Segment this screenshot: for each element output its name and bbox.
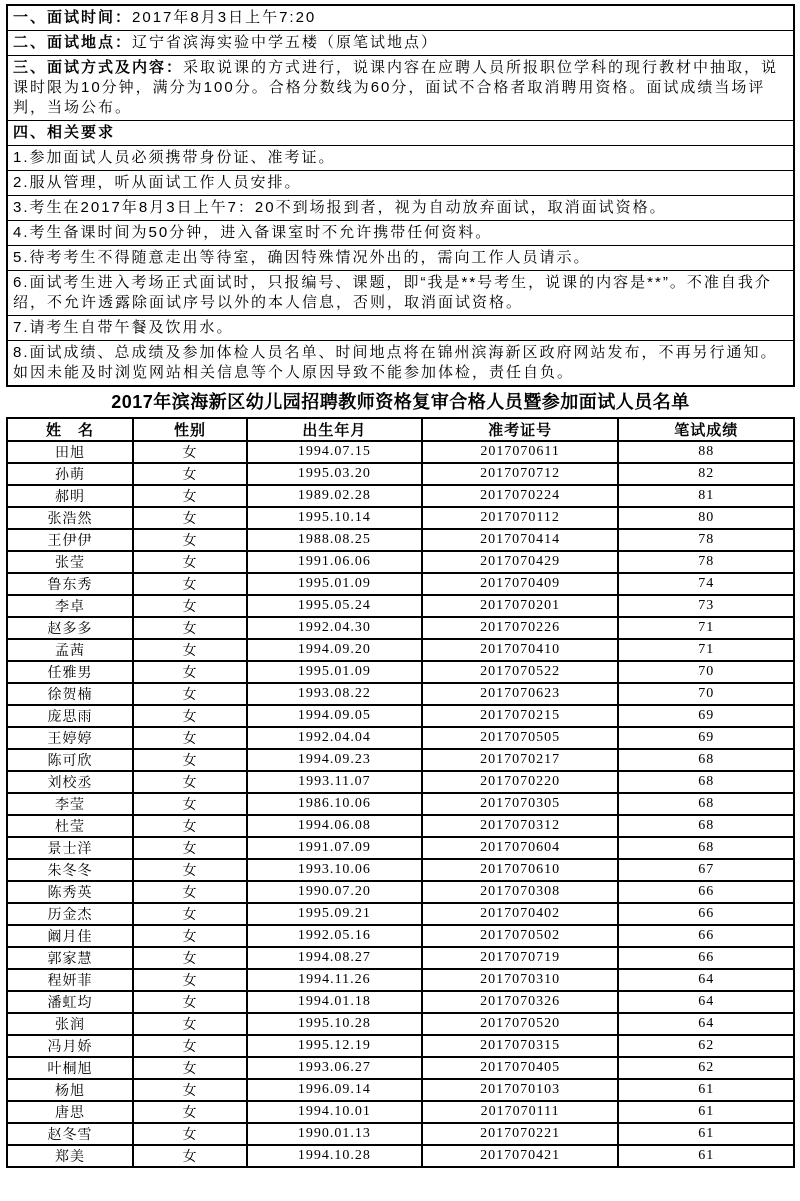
table-row [7,727,794,749]
cell-ticket-number: 2017070610 [422,859,619,881]
notice-item-text: 3.考生在2017年8月3日上午7：20不到场报到者，视为自动放弃面试，取消面试资格。 [13,199,667,216]
cell-name: 李莹 [7,793,133,815]
cell-birthdate: 1986.10.06 [247,793,422,815]
table-row [7,463,794,485]
notice-item [8,120,793,145]
roster-body [7,441,794,1167]
cell-name: 鲁东秀 [7,573,133,595]
cell-ticket-number: 2017070429 [422,551,619,573]
table-row [7,529,794,551]
table-row [7,507,794,529]
cell-ticket-number: 2017070315 [422,1035,619,1057]
cell-birthdate: 1994.09.23 [247,749,422,771]
cell-ticket-number: 2017070310 [422,969,619,991]
cell-ticket-number: 2017070326 [422,991,619,1013]
cell-written-score: 62 [618,1057,794,1079]
cell-birthdate: 1994.01.18 [247,991,422,1013]
cell-written-score: 68 [618,793,794,815]
cell-gender: 女 [133,661,247,683]
interview-notice-box [6,4,795,387]
cell-gender: 女 [133,683,247,705]
cell-name: 景士洋 [7,837,133,859]
notice-item-text: 6.面试考生进入考场正式面试时，只报编号、课题，即“我是**号考生，说课的内容是**”。不准自我介绍，不允许透露除面试序号以外的本人信息，否则，取消面试资格。 [13,274,772,311]
cell-written-score: 71 [618,639,794,661]
notice-item [8,55,793,120]
cell-gender: 女 [133,925,247,947]
cell-birthdate: 1995.01.09 [247,573,422,595]
cell-written-score: 61 [618,1079,794,1101]
cell-written-score: 61 [618,1101,794,1123]
cell-birthdate: 1993.08.22 [247,683,422,705]
table-row [7,683,794,705]
cell-birthdate: 1995.10.14 [247,507,422,529]
cell-written-score: 62 [618,1035,794,1057]
notice-item-text: 2017年8月3日上午7:20 [132,9,317,26]
cell-written-score: 81 [618,485,794,507]
cell-gender: 女 [133,463,247,485]
cell-name: 潘虹均 [7,991,133,1013]
cell-ticket-number: 2017070312 [422,815,619,837]
cell-birthdate: 1992.04.04 [247,727,422,749]
cell-written-score: 66 [618,947,794,969]
notice-item-text: 2.服从管理，听从面试工作人员安排。 [13,174,302,191]
cell-name: 田旭 [7,441,133,463]
cell-ticket-number: 2017070520 [422,1013,619,1035]
cell-gender: 女 [133,859,247,881]
cell-name: 杜莹 [7,815,133,837]
cell-gender: 女 [133,1079,247,1101]
roster-header-row [7,418,794,441]
notice-item [8,340,793,385]
cell-written-score: 68 [618,771,794,793]
cell-ticket-number: 2017070103 [422,1079,619,1101]
cell-written-score: 64 [618,1013,794,1035]
table-row [7,441,794,463]
cell-name: 张莹 [7,551,133,573]
cell-gender: 女 [133,441,247,463]
cell-gender: 女 [133,617,247,639]
cell-ticket-number: 2017070224 [422,485,619,507]
cell-written-score: 71 [618,617,794,639]
table-row [7,793,794,815]
cell-name: 任雅男 [7,661,133,683]
cell-ticket-number: 2017070217 [422,749,619,771]
cell-birthdate: 1995.05.24 [247,595,422,617]
notice-item-text: 1.参加面试人员必须携带身份证、准考证。 [13,149,336,166]
table-row [7,595,794,617]
cell-birthdate: 1993.11.07 [247,771,422,793]
cell-birthdate: 1993.10.06 [247,859,422,881]
cell-written-score: 64 [618,969,794,991]
table-row [7,881,794,903]
cell-written-score: 69 [618,705,794,727]
notice-item [8,315,793,340]
cell-ticket-number: 2017070111 [422,1101,619,1123]
table-row [7,617,794,639]
table-row [7,1123,794,1145]
notice-item-label: 四、相关要求 [13,124,116,141]
notice-item [8,170,793,195]
roster-column-header: 出生年月 [247,418,422,441]
notice-item-label: 一、面试时间： [13,9,133,26]
cell-gender: 女 [133,485,247,507]
cell-birthdate: 1992.05.16 [247,925,422,947]
cell-birthdate: 1994.11.26 [247,969,422,991]
table-row [7,661,794,683]
cell-written-score: 70 [618,661,794,683]
table-row [7,859,794,881]
notice-item-text: 5.待考考生不得随意走出等待室，确因特殊情况外出的，需向工作人员请示。 [13,249,591,266]
notice-item-text: 采取说课的方式进行，说课内容在应聘人员所报职位学科的现行教材中抽取，说课时限为10分钟，满分为100分。合格分数线为60分，面试不合格者取消聘用资格。面试成绩当场评判，当场公布。 [13,59,779,116]
cell-ticket-number: 2017070712 [422,463,619,485]
notice-item-text: 7.请考生自带午餐及饮用水。 [13,319,234,336]
cell-ticket-number: 2017070502 [422,925,619,947]
cell-birthdate: 1994.09.20 [247,639,422,661]
cell-birthdate: 1994.08.27 [247,947,422,969]
table-row [7,705,794,727]
cell-written-score: 61 [618,1145,794,1167]
notice-item [8,6,793,30]
cell-birthdate: 1995.10.28 [247,1013,422,1035]
cell-gender: 女 [133,1123,247,1145]
table-row [7,1057,794,1079]
table-row [7,815,794,837]
cell-name: 郭家慧 [7,947,133,969]
cell-birthdate: 1995.01.09 [247,661,422,683]
cell-written-score: 67 [618,859,794,881]
table-row [7,837,794,859]
cell-gender: 女 [133,727,247,749]
table-row [7,991,794,1013]
cell-name: 庞思雨 [7,705,133,727]
notice-item [8,195,793,220]
notice-item-text: 4.考生备课时间为50分钟，进入备课室时不允许携带任何资料。 [13,224,493,241]
cell-name: 张浩然 [7,507,133,529]
cell-written-score: 66 [618,925,794,947]
cell-written-score: 73 [618,595,794,617]
table-row [7,749,794,771]
cell-ticket-number: 2017070221 [422,1123,619,1145]
cell-ticket-number: 2017070414 [422,529,619,551]
cell-gender: 女 [133,1145,247,1167]
cell-ticket-number: 2017070623 [422,683,619,705]
cell-name: 叶桐旭 [7,1057,133,1079]
cell-name: 唐思 [7,1101,133,1123]
cell-name: 孟茜 [7,639,133,661]
cell-written-score: 74 [618,573,794,595]
cell-birthdate: 1988.08.25 [247,529,422,551]
table-row [7,903,794,925]
cell-ticket-number: 2017070215 [422,705,619,727]
cell-birthdate: 1994.07.15 [247,441,422,463]
cell-gender: 女 [133,793,247,815]
notice-item-text: 辽宁省滨海实验中学五楼（原笔试地点） [132,34,439,51]
cell-birthdate: 1994.10.01 [247,1101,422,1123]
cell-written-score: 61 [618,1123,794,1145]
cell-gender: 女 [133,1013,247,1035]
cell-birthdate: 1995.03.20 [247,463,422,485]
cell-written-score: 68 [618,749,794,771]
cell-ticket-number: 2017070604 [422,837,619,859]
table-row [7,1101,794,1123]
table-row [7,639,794,661]
cell-birthdate: 1995.09.21 [247,903,422,925]
roster-table [6,417,795,1168]
cell-ticket-number: 2017070112 [422,507,619,529]
cell-gender: 女 [133,947,247,969]
roster-column-header: 性别 [133,418,247,441]
cell-name: 李卓 [7,595,133,617]
cell-gender: 女 [133,749,247,771]
cell-ticket-number: 2017070410 [422,639,619,661]
cell-name: 孙萌 [7,463,133,485]
cell-written-score: 80 [618,507,794,529]
notice-item [8,30,793,55]
cell-birthdate: 1994.09.05 [247,705,422,727]
notice-item-label: 三、面试方式及内容： [13,59,184,76]
table-row [7,485,794,507]
cell-ticket-number: 2017070421 [422,1145,619,1167]
cell-gender: 女 [133,991,247,1013]
cell-written-score: 66 [618,881,794,903]
cell-gender: 女 [133,529,247,551]
cell-written-score: 68 [618,815,794,837]
table-row [7,1145,794,1167]
cell-gender: 女 [133,815,247,837]
cell-ticket-number: 2017070522 [422,661,619,683]
table-row [7,771,794,793]
table-row [7,925,794,947]
cell-name: 陈可欣 [7,749,133,771]
cell-name: 陈秀英 [7,881,133,903]
cell-ticket-number: 2017070402 [422,903,619,925]
cell-gender: 女 [133,639,247,661]
cell-birthdate: 1996.09.14 [247,1079,422,1101]
cell-ticket-number: 2017070405 [422,1057,619,1079]
cell-name: 张润 [7,1013,133,1035]
notice-item [8,145,793,170]
cell-birthdate: 1990.01.13 [247,1123,422,1145]
cell-birthdate: 1990.07.20 [247,881,422,903]
cell-gender: 女 [133,903,247,925]
cell-birthdate: 1992.04.30 [247,617,422,639]
notice-item-label: 二、面试地点： [13,34,133,51]
cell-ticket-number: 2017070305 [422,793,619,815]
roster-column-header: 姓 名 [7,418,133,441]
table-row [7,573,794,595]
cell-birthdate: 1991.07.09 [247,837,422,859]
cell-gender: 女 [133,573,247,595]
cell-gender: 女 [133,551,247,573]
cell-gender: 女 [133,881,247,903]
cell-name: 冯月娇 [7,1035,133,1057]
cell-gender: 女 [133,1035,247,1057]
cell-birthdate: 1994.10.28 [247,1145,422,1167]
roster-title: 2017年滨海新区幼儿园招聘教师资格复审合格人员暨参加面试人员名单 [111,392,690,412]
cell-ticket-number: 2017070201 [422,595,619,617]
cell-name: 赵多多 [7,617,133,639]
cell-ticket-number: 2017070226 [422,617,619,639]
cell-birthdate: 1994.06.08 [247,815,422,837]
cell-written-score: 69 [618,727,794,749]
cell-written-score: 64 [618,991,794,1013]
cell-gender: 女 [133,507,247,529]
table-row [7,1079,794,1101]
cell-written-score: 68 [618,837,794,859]
cell-birthdate: 1989.02.28 [247,485,422,507]
cell-name: 阚月佳 [7,925,133,947]
cell-name: 朱冬冬 [7,859,133,881]
cell-ticket-number: 2017070409 [422,573,619,595]
cell-name: 王伊伊 [7,529,133,551]
cell-written-score: 66 [618,903,794,925]
roster-column-header: 准考证号 [422,418,619,441]
table-row [7,969,794,991]
cell-name: 刘校丞 [7,771,133,793]
cell-name: 王婷婷 [7,727,133,749]
cell-gender: 女 [133,705,247,727]
cell-gender: 女 [133,595,247,617]
cell-birthdate: 1995.12.19 [247,1035,422,1057]
cell-ticket-number: 2017070505 [422,727,619,749]
cell-written-score: 70 [618,683,794,705]
roster-column-header: 笔试成绩 [618,418,794,441]
cell-ticket-number: 2017070220 [422,771,619,793]
cell-name: 徐贺楠 [7,683,133,705]
cell-name: 郝明 [7,485,133,507]
cell-written-score: 78 [618,551,794,573]
cell-name: 程妍菲 [7,969,133,991]
cell-gender: 女 [133,771,247,793]
notice-item [8,245,793,270]
table-row [7,1013,794,1035]
cell-ticket-number: 2017070611 [422,441,619,463]
table-row [7,1035,794,1057]
notice-item [8,270,793,315]
cell-written-score: 88 [618,441,794,463]
cell-name: 历金杰 [7,903,133,925]
notice-item [8,220,793,245]
cell-written-score: 78 [618,529,794,551]
cell-ticket-number: 2017070308 [422,881,619,903]
cell-gender: 女 [133,1057,247,1079]
cell-name: 郑美 [7,1145,133,1167]
cell-birthdate: 1991.06.06 [247,551,422,573]
cell-gender: 女 [133,1101,247,1123]
cell-gender: 女 [133,837,247,859]
cell-birthdate: 1993.06.27 [247,1057,422,1079]
notice-item-text: 8.面试成绩、总成绩及参加体检人员名单、时间地点将在锦州滨海新区政府网站发布，不再另行通知。如因未能及时浏览网站相关信息等个人原因导致不能参加体检，责任自负。 [13,344,778,381]
table-row [7,551,794,573]
cell-written-score: 82 [618,463,794,485]
cell-gender: 女 [133,969,247,991]
table-row [7,947,794,969]
cell-name: 赵冬雪 [7,1123,133,1145]
cell-name: 杨旭 [7,1079,133,1101]
cell-ticket-number: 2017070719 [422,947,619,969]
